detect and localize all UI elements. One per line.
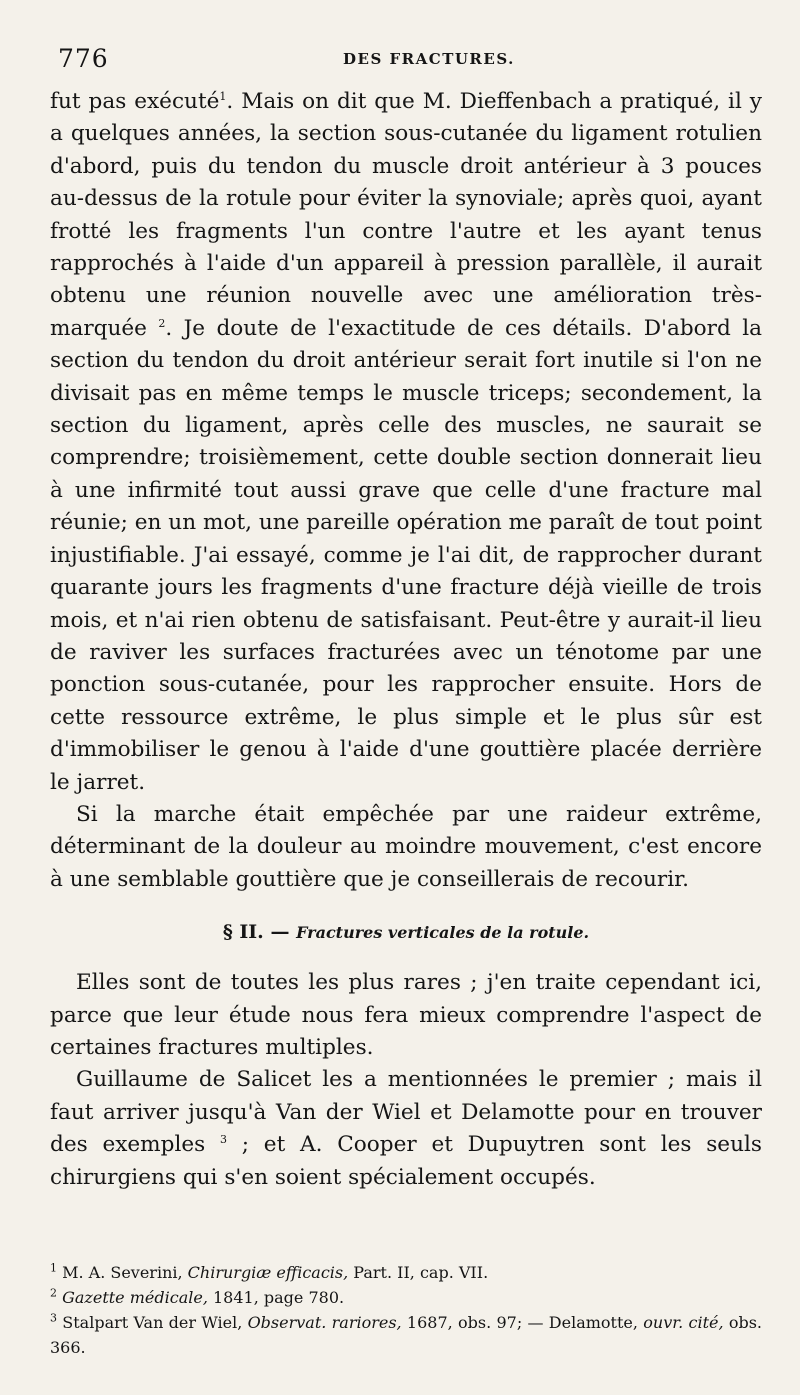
paragraph (50, 799, 762, 896)
footnote-text: 1687, obs. 97; — Delamotte, (401, 1313, 638, 1332)
paragraph (50, 1064, 762, 1194)
footnote-text: Stalpart Van der Wiel, (57, 1313, 248, 1332)
paragraph-text: Guillaume de Salicet les a mentionnées le premier ; mais il faut arriver jusqu'à Van der Wiel et Delamotte pour en trouver des exemples (50, 1067, 762, 1158)
footnote-text: 1841, page 780. (207, 1288, 345, 1307)
paragraph-text: fut pas exécuté (50, 89, 220, 114)
footnote-reference: 2 (158, 316, 166, 330)
paragraph-text: . Je doute de l'exactitude de ces détails. D'abord la section du tendon du droit antérieur serait fort inutile si l'on ne divisait pas en même temps le muscle triceps; secondement, la section du ligament, après celle des muscles, ne saurait se comprendre; troisièmement, cette double section donnerait lieu à une infirmité tout aussi grave que celle d'une fracture mal réunie; en un mot, une pareille opération me paraît de tout point injustifiable. J'ai essayé, comme je l'ai dit, de rapprocher durant quarante jours les fragments d'une fracture déjà vieille de trois mois, et n'ai rien obtenu de satisfaisant. Peut-être y aurait-il lieu de raviver les surfaces fracturées avec un ténotome par une ponction sous-cutanée, pour les rapprocher ensuite. Hors de cette ressource extrême, le plus simple et le plus sûr est d'immobiliser le genou à l'aide d'une gouttière placée derrière le jarret. (50, 315, 762, 795)
paragraph-continued (50, 86, 762, 799)
paragraph-text: ; et A. Cooper et Dupuytren sont les seuls chirurgiens qui s'en soient spécialement occupés. (50, 1132, 762, 1190)
footnote (50, 1260, 762, 1285)
paragraph (50, 967, 762, 1064)
section-title: Fractures verticales de la rotule. (296, 923, 590, 943)
section-dash: — (270, 921, 290, 944)
footnote-mark: 3 (50, 1311, 57, 1325)
section-number: § II. (222, 921, 264, 944)
footnote (50, 1310, 762, 1360)
footnote (50, 1285, 762, 1310)
paragraph-text: . Mais on dit que M. Dieffenbach a pratiqué, il y a quelques années, la section sous-cutanée du ligament rotulien d'abord, puis du tendon du muscle droit antérieur à 3 pouces au-dessus de la rotule pour éviter la synoviale; après quoi, ayant frotté les fragments l'un contre l'autre et les ayant tenus rapprochés à l'aide d'un appareil à pression parallèle, il aurait obtenu une réunion nouvelle avec une amélioration très-marquée (50, 89, 762, 341)
page-number: 776 (58, 44, 109, 73)
footnote-title: Observat. rariores, (247, 1313, 402, 1332)
paragraph-text: Elles sont de toutes les plus rares ; j'en traite cependant ici, parce que leur étude nous fera mieux comprendre l'aspect de certaines fractures multiples. (50, 970, 762, 1060)
footnote-title: Chirurgiæ efficacis, (187, 1263, 349, 1282)
footnote-text: M. A. Severini, (57, 1263, 188, 1282)
footnote-text: obs. 366. (50, 1313, 763, 1357)
body-text (50, 86, 762, 1194)
footnotes (50, 1260, 762, 1360)
footnote-mark: 1 (50, 1261, 57, 1275)
section-heading (50, 918, 762, 947)
footnote-title: Gazette médicale, (62, 1288, 208, 1307)
footnote-title: ouvr. cité, (643, 1313, 724, 1332)
paragraph-text: Si la marche était empêchée par une raideur extrême, déterminant de la douleur au moindre mouvement, c'est encore à une semblable gouttière que je conseillerais de recourir. (50, 801, 762, 892)
footnote-reference: 3 (220, 1133, 228, 1146)
running-head (58, 44, 760, 80)
footnote-reference: 1 (219, 89, 227, 103)
footnote-mark: 2 (50, 1286, 57, 1300)
running-head-title: DES FRACTURES. (343, 50, 515, 68)
footnote-text: Part. II, cap. VII. (348, 1263, 489, 1282)
